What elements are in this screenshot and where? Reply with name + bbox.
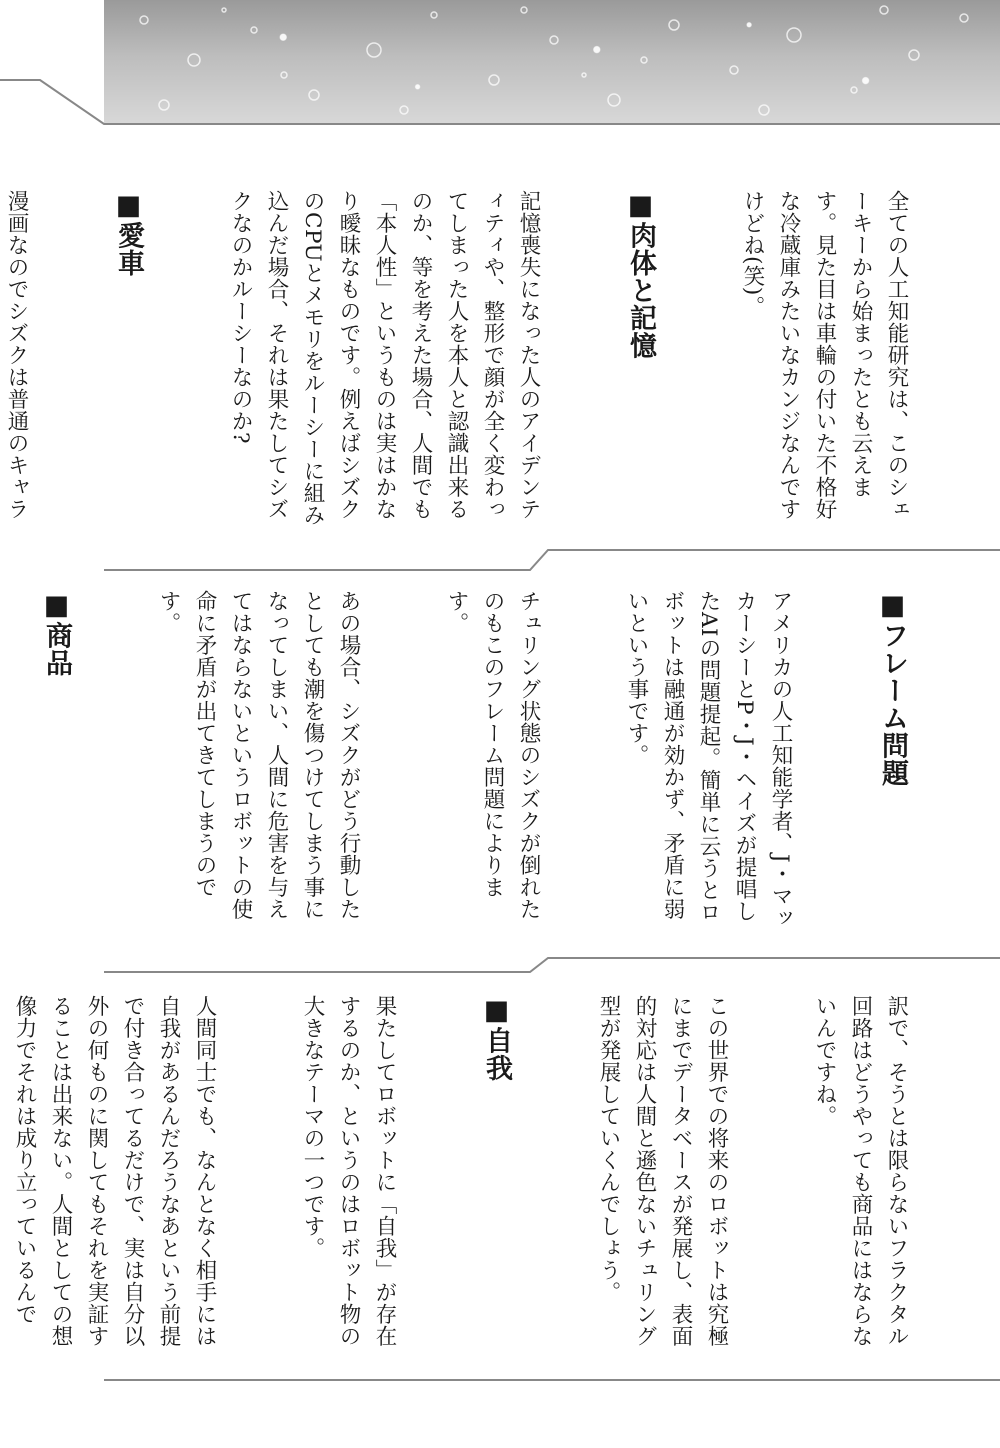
section-heading-frame-problem: ■フレーム問題	[877, 590, 908, 787]
paragraph: 漫画なのでシズクは普通のキャラ	[4, 190, 29, 520]
paragraph: あの場合、シズクがどう行動したとしても潮を傷つけてしまう事になってしまい、人間に危害を与えてはならないというロボットの使命に矛盾が出てきてしまうのです。	[156, 590, 361, 920]
section-heading-body-and-memory: ■肉体と記憶	[625, 190, 656, 359]
paragraph: チュリング状態のシズクが倒れたのもこのフレーム問題によります。	[444, 590, 541, 920]
text-block-lower	[12, 995, 986, 1350]
paragraph: 訳で、そうとは限らないフラクタル回路はどうやっても商品にはならないんですね。	[812, 995, 909, 1347]
paragraph: アメリカの人工知能学者、J・マッカーシーとP・J・ヘイズが提唱したAIの問題提起。簡単に云うとロボットは融通が効かず、矛盾に弱いという事です。	[624, 590, 793, 930]
text-block-middle	[41, 590, 986, 940]
section-heading-ego: ■自我	[481, 995, 512, 1082]
paragraph: 人間同士でも、なんとなく相手には自我があるんだろうなあという前提で付き合ってるだけで、実は自分以外の何ものに関してもそれを実証することは出来ない。人間としての想像力でそれは成り立っているんで	[12, 995, 217, 1347]
text-block-upper	[4, 190, 986, 530]
paragraph: 全ての人工知能研究は、このシェーキーから始まったとも云えます。見た目は車輪の付いた不格好な冷蔵庫みたいなカンジなんですけどね(笑)。	[740, 190, 909, 520]
section-heading-product: ■商品	[41, 590, 72, 677]
section-heading-beloved-car: ■愛車	[113, 190, 144, 277]
paragraph: 果たしてロボットに「自我」が存在するのか、というのはロボット物の大きなテーマの一つです。	[300, 995, 397, 1347]
paragraph: この世界での将来のロボットは究極にまでデータベースが発展し、表面的対応は人間と遜色ないチュリング型が発展していくんでしょう。	[596, 995, 729, 1347]
paragraph: 記憶喪失になった人のアイデンティティや、整形で顔が全く変わってしまった人を本人と認識出来るのか、等を考えた場合、人間でも「本人性」というものは実はかなり曖昧なものです。例えばシズクのCPUとメモリをルーシーに組み込んだ場合、それは果たしてシズクなのかルーシーなのか?	[228, 190, 541, 527]
